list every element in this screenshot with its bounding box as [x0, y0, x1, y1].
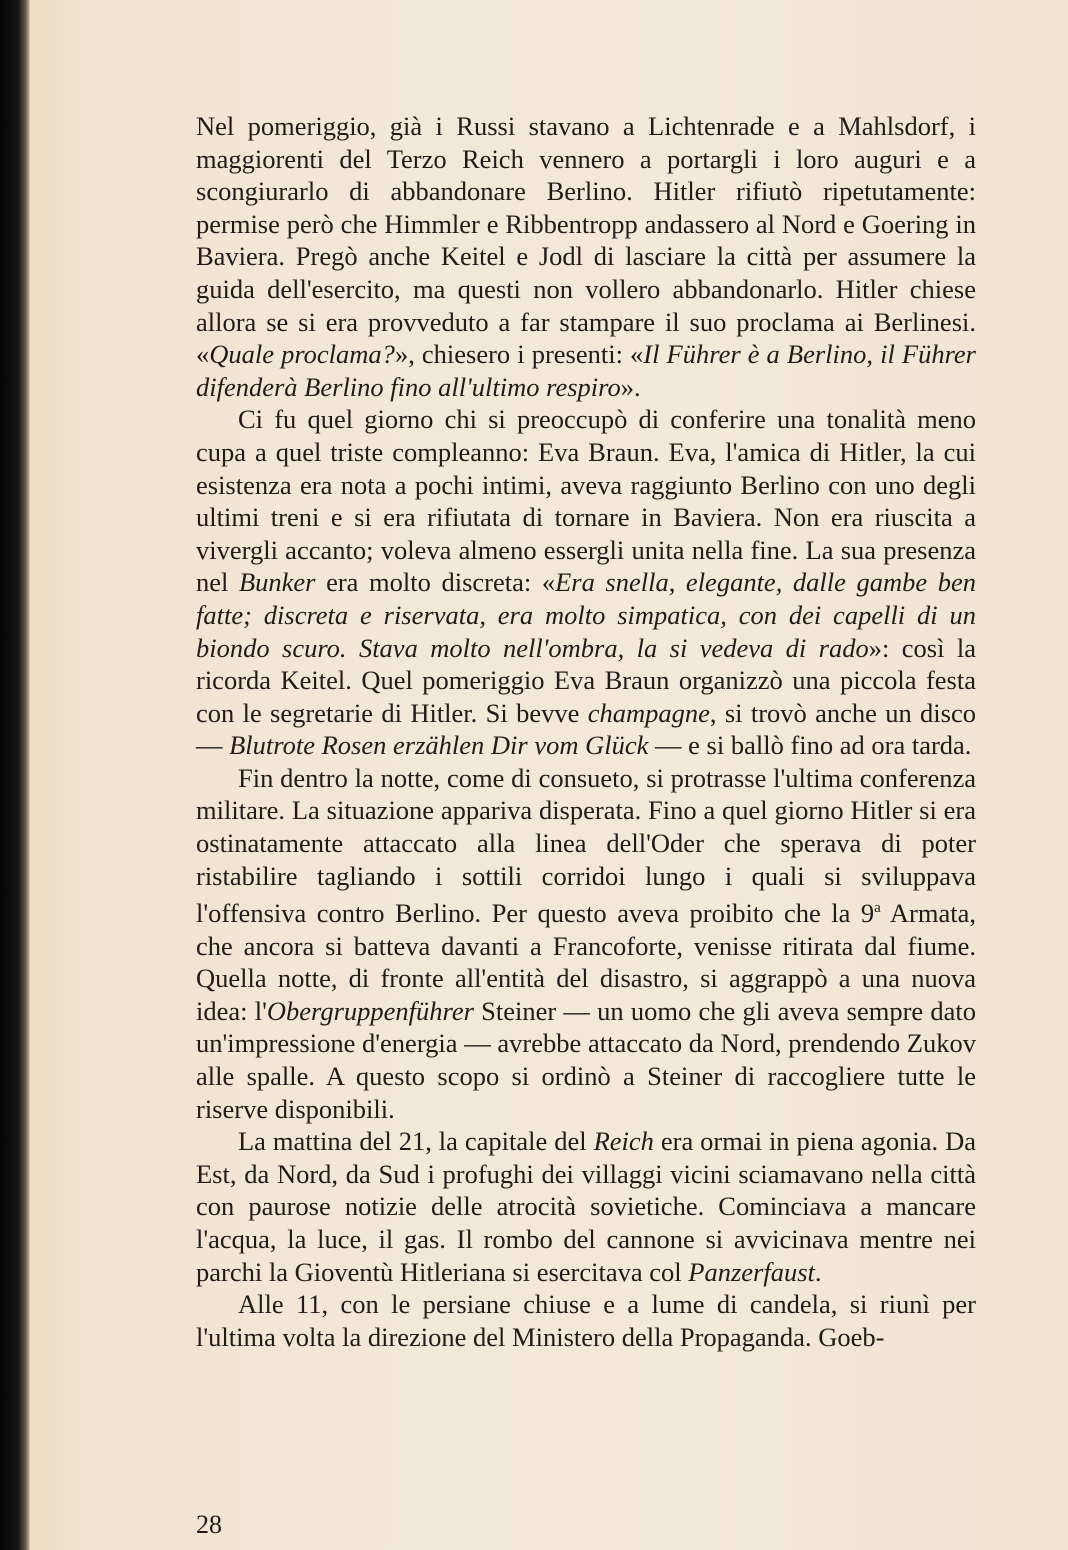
- text-run: La mattina del 21, la capitale del: [238, 1126, 594, 1157]
- text-run: Alle 11, con le persiane chiuse e a lume di candela, si riunì per l'ultima volta la direzione del Ministero della Propaganda. Goeb-: [196, 1289, 976, 1352]
- page-number: 28: [196, 1510, 222, 1539]
- italic-text: Bunker: [238, 567, 316, 598]
- italic-text: Quale proclama?: [209, 339, 395, 370]
- text-run: Steiner — un uomo che gli aveva sempre dato un'impressione d'energia — avrebbe attaccato da Nord, prendendo Zukov alle spalle. A questo scopo si ordinò a Steiner di raccogliere tutte le riserve disponibili.: [196, 995, 976, 1124]
- paragraph: [196, 110, 976, 403]
- italic-text: Obergruppenführer: [266, 995, 474, 1026]
- text-run: », chiesero i presenti: «: [394, 339, 644, 370]
- text-run: — e si ballò fino ad ora tarda.: [648, 730, 972, 761]
- text-run: era ormai in piena agonia. Da Est, da Nord, da Sud i profughi dei villaggi vicini sciamavano nella città con paurose notizie delle atrocità sovietiche. Cominciava a mancare l'acqua, la luce, il gas. Il rombo del cannone si avvicinava mentre nei parchi la Gioventù Hitleriana si esercitava col: [196, 1126, 976, 1287]
- text-run: Fin dentro la notte, come di consueto, si protrasse l'ultima conferenza militare. La situazione appariva disperata. Fino a quel giorno Hitler si era ostinatamente attaccato alla linea dell'Oder che sperava di poter ristabilire tagliando i sottili corridoi lungo i quali si sviluppava l'offensiva contro Berlino. Per questo aveva proibito che la 9: [196, 762, 976, 929]
- text-run: Armata, che ancora si batteva davanti a Francoforte, venisse ritirata dal fiume. Quella notte, di fronte all'entità del disastro, si aggrappò a una nuova idea: l': [196, 898, 976, 1026]
- text-run: »: così la ricorda Keitel. Quel pomeriggio Eva Braun organizzò una piccola festa con le segretarie di Hitler. Si bevve: [196, 632, 976, 728]
- paragraph: [196, 762, 976, 1125]
- paragraph: [196, 1125, 976, 1288]
- italic-text: Era snella, elegante, dalle gambe ben fatte; discreta e riservata, era molto simpatica, con dei capelli di un biondo scuro. Stava molto nell'ombra, la si vedeva di rado: [196, 567, 976, 663]
- italic-text: Blutrote Rosen erzählen Dir vom Glück: [229, 730, 649, 761]
- text-run: .: [814, 1256, 822, 1287]
- text-run: era molto discreta: «: [315, 567, 556, 598]
- text-run: ».: [620, 371, 641, 402]
- page-body-text: [196, 110, 976, 1353]
- superscript-text: a: [874, 900, 881, 917]
- text-run: Ci fu quel giorno chi si preoccupò di conferire una tonalità meno cupa a quel triste compleanno: Eva Braun. Eva, l'amica di Hitler, la cui esistenza era nota a pochi intimi, aveva raggiunto Berlino con uno degli ultimi treni e si era rifiutata di tornare in Baviera. Non era riuscita a vivergli accanto; voleva almeno essergli unita nella fine. La sua presenza nel: [196, 404, 976, 598]
- italic-text: Il Führer è a Berlino, il Führer difenderà Berlino fino all'ultimo respiro: [196, 339, 976, 402]
- book-spine-shadow: [0, 0, 30, 1550]
- text-run: Nel pomeriggio, già i Russi stavano a Lichtenrade e a Mahlsdorf, i maggiorenti del Terzo Reich vennero a portargli i loro auguri e a scongiurarlo di abbandonare Berlino. Hitler rifiutò ripetutamente: permise però che Himmler e Ribbentropp andassero al Nord e Goering in Baviera. Pregò anche Keitel e Jodl di lasciare la città per assumere la guida dell'esercito, ma questi non vollero abbandonarlo. Hitler chiese allora se si era provveduto a far stampare il suo proclama ai Berlinesi. «: [196, 111, 976, 370]
- italic-text: Reich: [593, 1126, 654, 1157]
- text-run: , si trovò anche un disco —: [196, 697, 976, 761]
- italic-text: champagne: [587, 697, 710, 728]
- paragraph: [196, 1288, 976, 1353]
- paragraph: [196, 403, 976, 762]
- italic-text: Panzerfaust: [688, 1256, 815, 1287]
